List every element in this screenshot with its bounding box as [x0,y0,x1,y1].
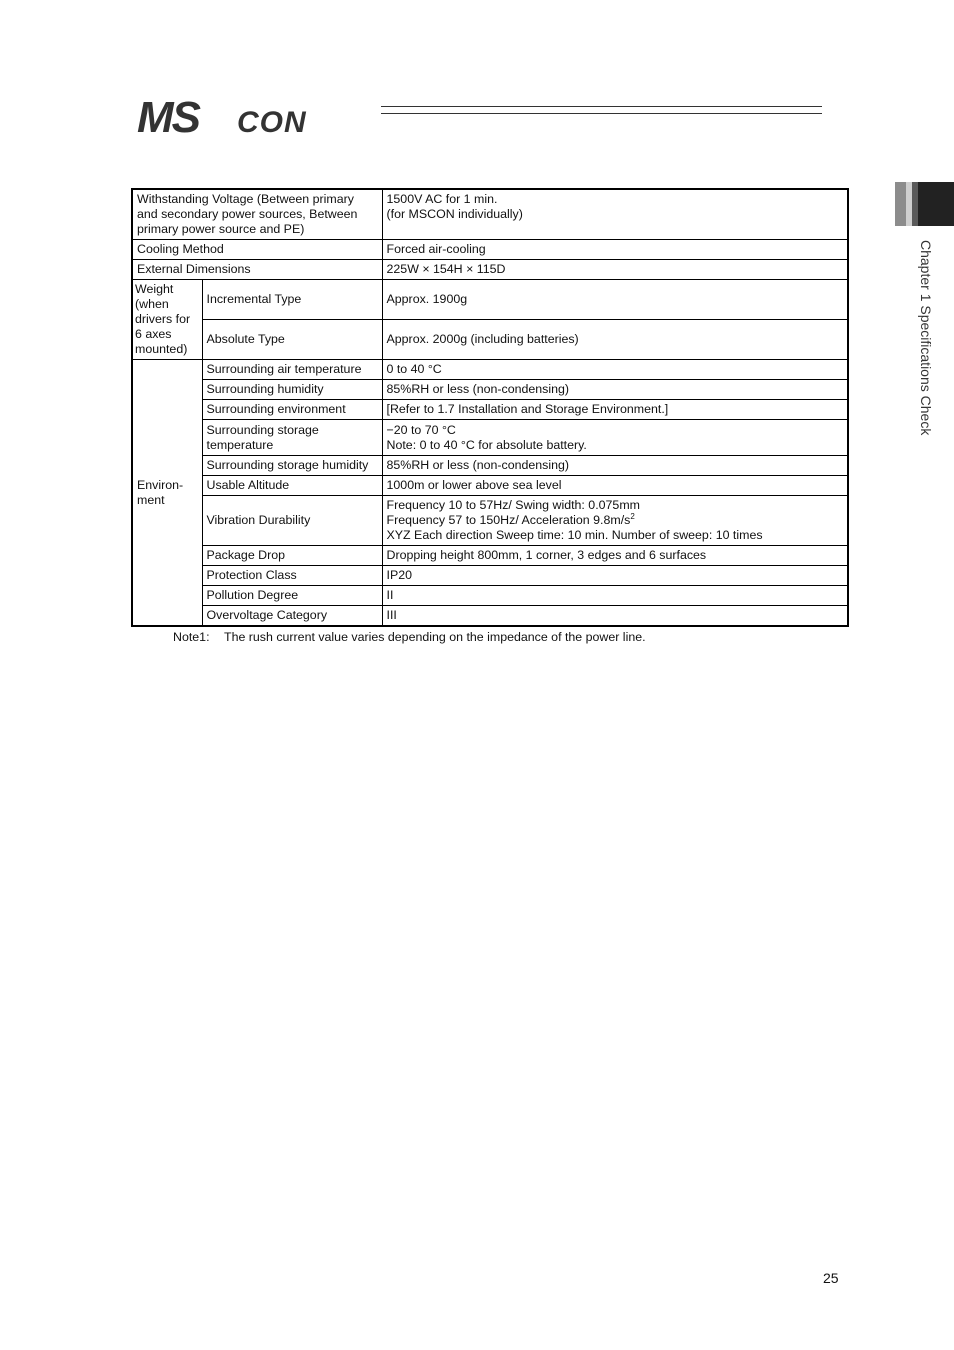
specification-table [131,188,849,627]
row-value: 225W × 154H × 115D [382,260,848,280]
table-row [132,496,848,546]
footnote-text: The rush current value varies depending on the impedance of the power line. [224,630,646,644]
row-value: Dropping height 800mm, 1 corner, 3 edges and 6 surfaces [382,546,848,566]
row-value-vibration [382,496,848,546]
table-row [132,606,848,627]
table-row [132,380,848,400]
row-label: Usable Altitude [202,476,382,496]
row-value: 1000m or lower above sea level [382,476,848,496]
table-row [132,476,848,496]
table-row [132,586,848,606]
chapter-label: Chapter 1 Specifications Check [918,240,934,436]
footnote [173,630,646,644]
table-row [132,280,848,320]
row-label: External Dimensions [132,260,382,280]
table-row [132,546,848,566]
table-row [132,420,848,456]
row-value: [Refer to 1.7 Installation and Storage Environment.] [382,400,848,420]
table-row [132,240,848,260]
table-row [132,566,848,586]
mscon-logo-icon [137,96,369,136]
row-label: Pollution Degree [202,586,382,606]
table-row [132,400,848,420]
row-label: Overvoltage Category [202,606,382,627]
row-value: Approx. 2000g (including batteries) [382,320,848,360]
chapter-tab [895,182,954,226]
group-label-environment: Environ- ment [132,360,202,627]
brand-logo [137,96,369,136]
row-label: Protection Class [202,566,382,586]
table-row [132,189,848,240]
row-value: 0 to 40 °C [382,360,848,380]
row-value: 1500V AC for 1 min. (for MSCON individually) [382,189,848,240]
row-label: Surrounding humidity [202,380,382,400]
vibration-line: XYZ Each direction Sweep time: 10 min. Number of sweep: 10 times [386,528,763,542]
table-row [132,260,848,280]
vibration-line [387,513,844,528]
vibration-line: Frequency 10 to 57Hz/ Swing width: 0.075mm [386,498,640,512]
tab-segment [918,182,954,226]
row-label: Cooling Method [132,240,382,260]
row-label: Incremental Type [202,280,382,320]
page-number: 25 [823,1270,839,1286]
row-value: Approx. 1900g [382,280,848,320]
row-label: Absolute Type [202,320,382,360]
row-value: IP20 [382,566,848,586]
table-row [132,456,848,476]
row-value: Forced air-cooling [382,240,848,260]
group-label-weight: Weight (when drivers for 6 axes mounted) [132,280,202,360]
header-rule-top [381,106,822,107]
row-label: Vibration Durability [202,496,382,546]
row-label: Package Drop [202,546,382,566]
table-row [132,320,848,360]
row-label: Surrounding storage humidity [202,456,382,476]
row-label: Surrounding storage temperature [202,420,382,456]
row-label: Surrounding environment [202,400,382,420]
superscript: 2 [630,511,635,521]
row-value: 85%RH or less (non-condensing) [382,380,848,400]
logo-ms: MS [137,96,199,136]
logo-con: CON [237,106,307,136]
tab-segment [895,182,906,226]
row-value: 85%RH or less (non-condensing) [382,456,848,476]
row-value: II [382,586,848,606]
vibration-line-text: Frequency 57 to 150Hz/ Acceleration 9.8m/s [386,513,631,527]
row-label: Withstanding Voltage (Between primary and secondary power sources, Between primary power source and PE) [132,189,382,240]
table-row [132,360,848,380]
row-label: Surrounding air temperature [202,360,382,380]
row-value: −20 to 70 °C Note: 0 to 40 °C for absolute battery. [382,420,848,456]
footnote-label: Note1: [173,630,210,644]
header-rule-bottom [381,113,822,114]
row-value: III [382,606,848,627]
